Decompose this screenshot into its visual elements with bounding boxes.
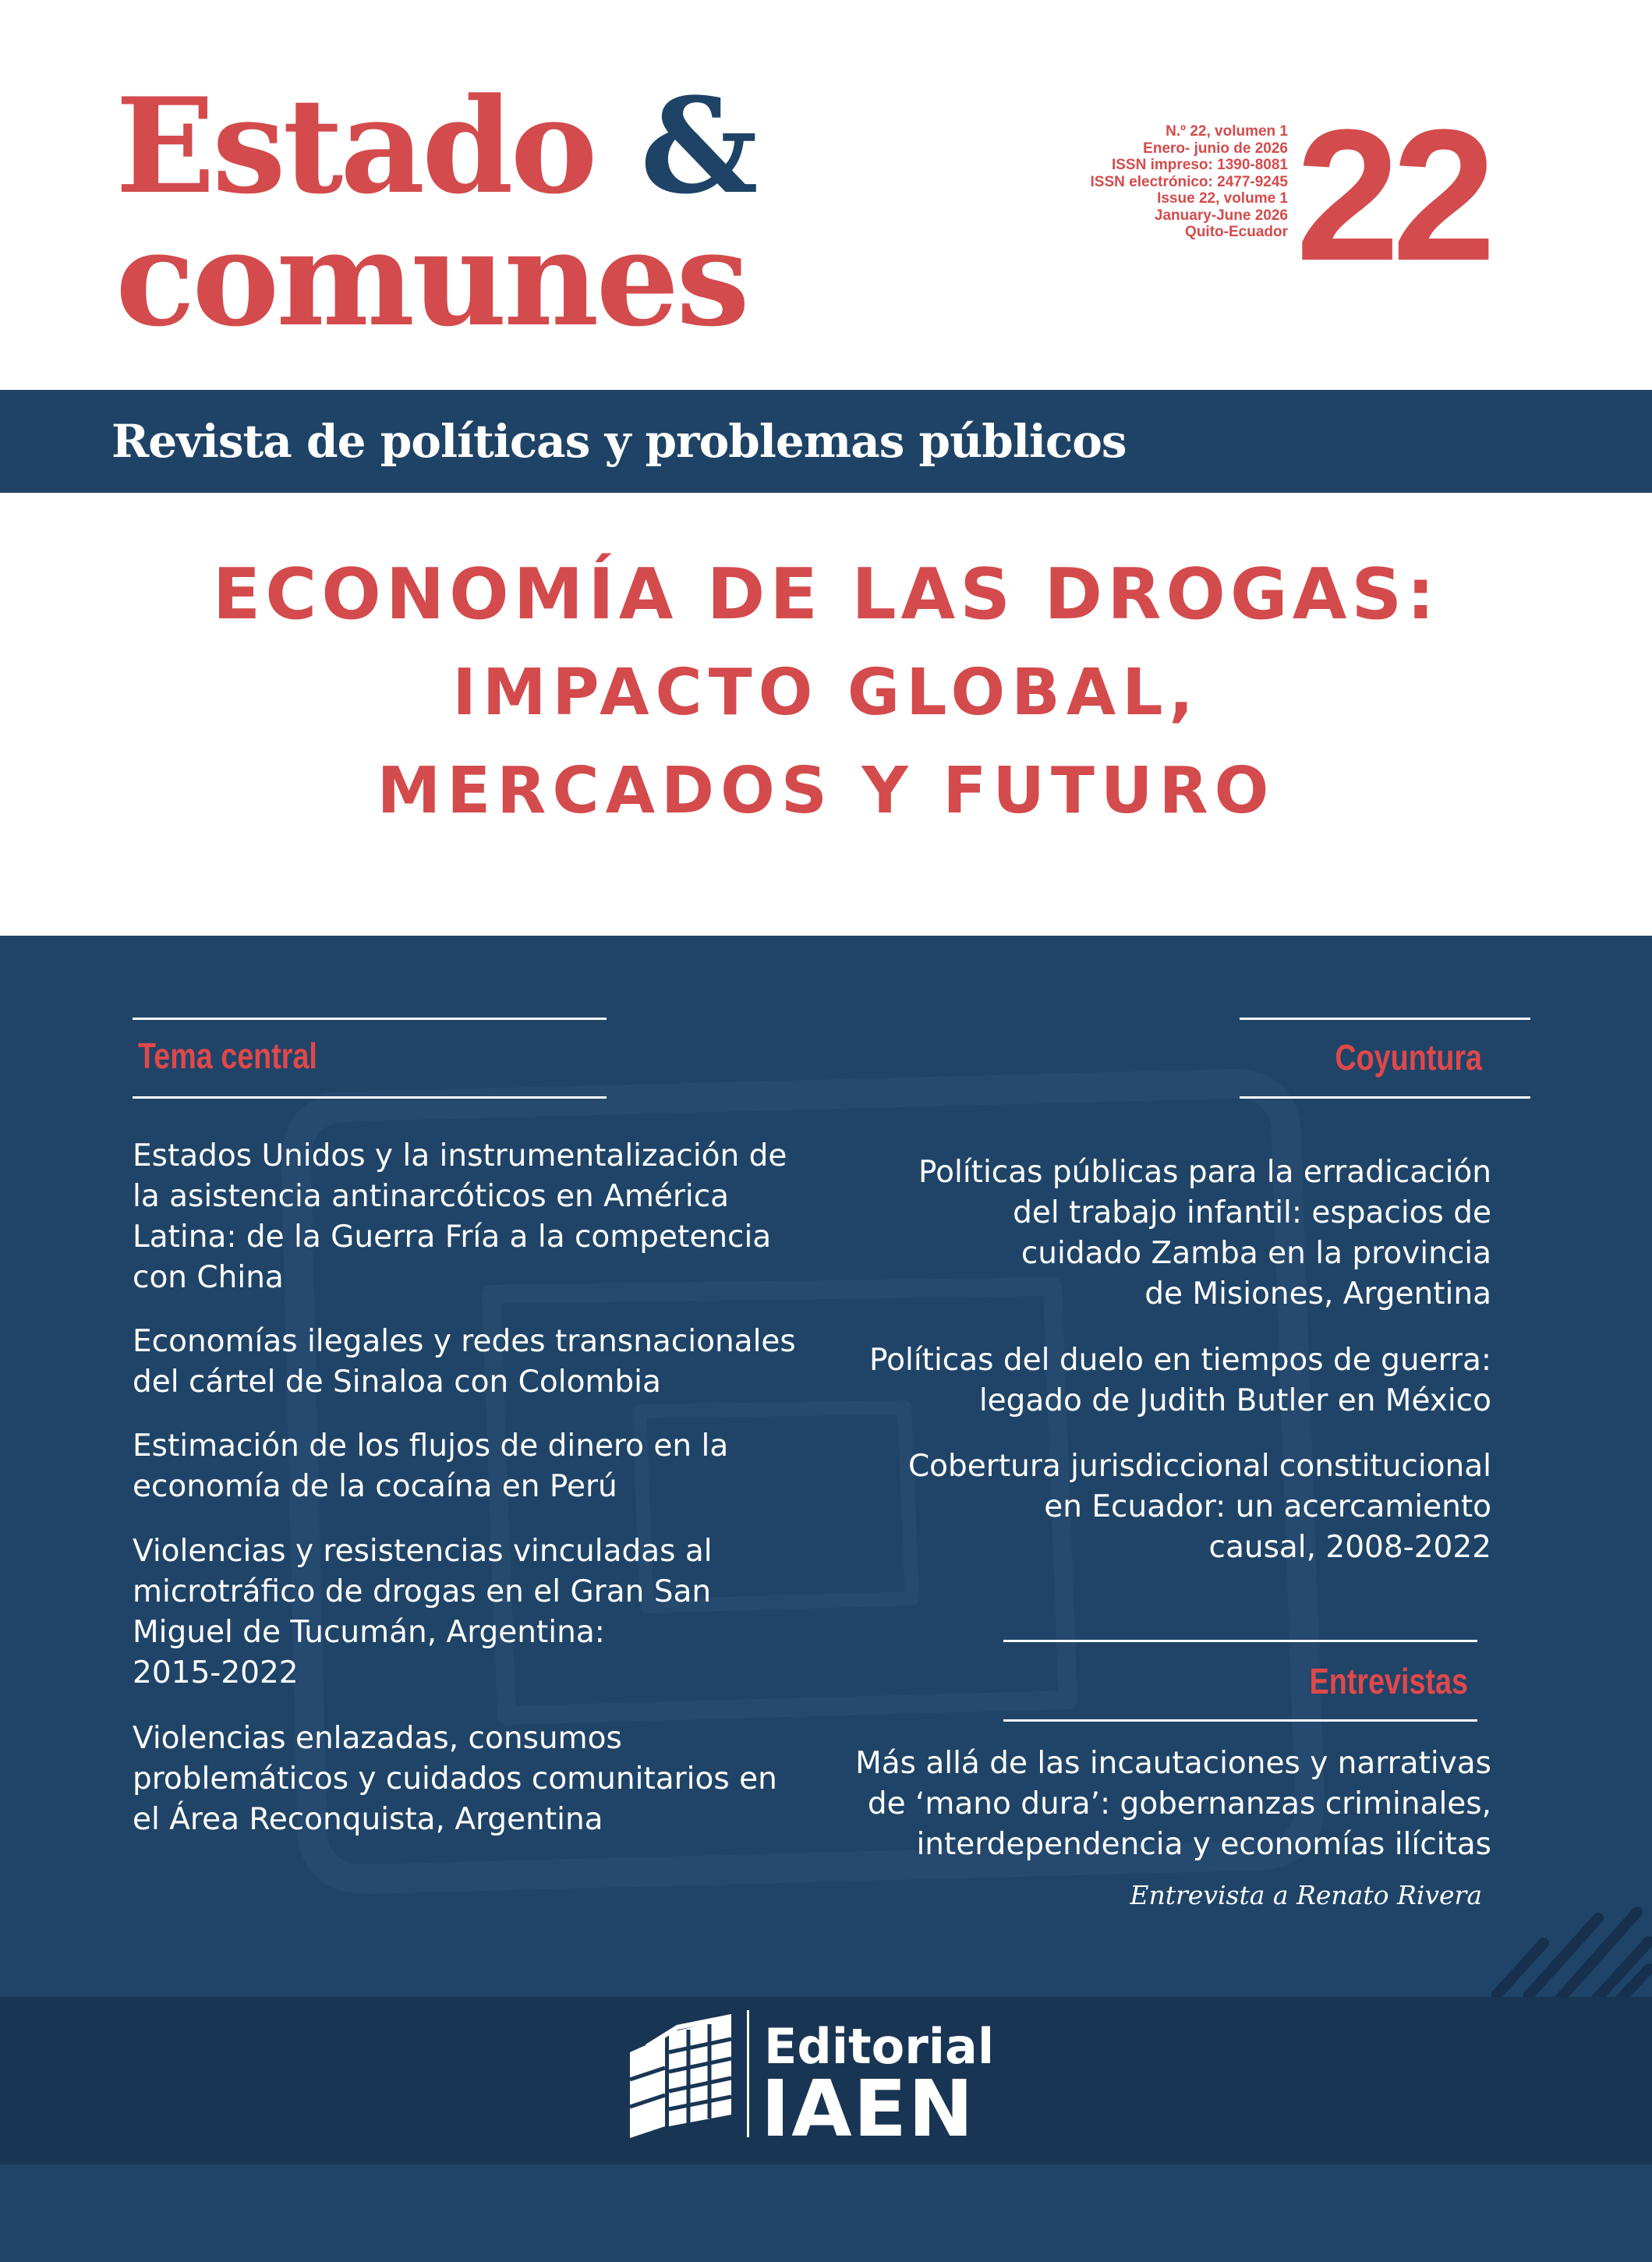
issue-meta-line: January-June 2026 — [1154, 207, 1288, 224]
masthead-line-1 — [115, 69, 759, 223]
issue-meta-line: ISSN electrónico: 2477-9245 — [1090, 173, 1288, 190]
section-rule — [1003, 1719, 1477, 1722]
footer-strip — [0, 2165, 1652, 2262]
issue-meta-line: Quito-Ecuador — [1185, 224, 1288, 240]
section-rule — [133, 1096, 607, 1099]
theme-title-line: MERCADOS Y FUTURO — [377, 754, 1275, 828]
issue-theme-title — [0, 546, 1652, 841]
journal-subtitle: Revista de políticas y problemas públicos — [111, 415, 1127, 468]
theme-title-line: ECONOMÍA DE LAS DROGAS: — [212, 554, 1440, 635]
article-entry: Estimación de los flujos de dinero en la economía de la cocaína en Perú — [133, 1428, 729, 1504]
issue-meta-line: Enero- junio de 2026 — [1143, 140, 1288, 157]
decorative-slashes — [1481, 1903, 1652, 2012]
section-label-tema-central: Tema central — [138, 1035, 317, 1076]
issue-meta-line: Issue 22, volume 1 — [1157, 190, 1288, 207]
issue-meta-line: N.º 22, volumen 1 — [1166, 123, 1288, 140]
section-label-coyuntura: Coyuntura — [1335, 1037, 1482, 1078]
theme-title-line: IMPACTO GLOBAL, — [452, 656, 1200, 730]
section-label-entrevistas: Entrevistas — [1309, 1661, 1468, 1701]
publisher-name: Editorial — [764, 2018, 995, 2075]
article-entry: Políticas públicas para la erradicación del trabajo infantil: espacios de cuidado Zamba en la provincia de Misiones, Argentina — [918, 1155, 1491, 1312]
issue-number: 22 — [1296, 90, 1488, 299]
article-entry: Más allá de las incautaciones y narrativas de ‘mano dura’: gobernanzas criminales, interdependencia y economías ilícitas — [855, 1746, 1491, 1862]
section-rule — [1003, 1640, 1477, 1642]
masthead-word-estado: Estado — [115, 69, 595, 223]
section-rule — [133, 1018, 607, 1020]
issue-metadata — [1054, 123, 1288, 241]
article-entry: Cobertura jurisdiccional constitucional en Ecuador: un acercamiento causal, 2008-2022 — [907, 1449, 1491, 1565]
publisher-org: IAEN — [761, 2063, 975, 2154]
subtitle-band — [0, 390, 1652, 493]
open-book-icon — [622, 2009, 739, 2142]
masthead-word-comunes: comunes — [115, 201, 747, 356]
logo-divider — [747, 2010, 749, 2137]
article-entry: Políticas del duelo en tiempos de guerra: legado de Judith Butler en México — [869, 1343, 1491, 1418]
section-rule — [1240, 1018, 1530, 1020]
section-rule — [1240, 1096, 1530, 1099]
article-entry: Violencias y resistencias vinculadas al microtráfico de drogas en el Gran San Miguel de Tucumán, Argentina: 2015-2022 — [133, 1534, 713, 1690]
masthead-ampersand: & — [640, 69, 759, 223]
article-entry: Estados Unidos y la instrumentalización de la asistencia antinarcóticos en América Latina: de la Guerra Fría a la competencia con China — [133, 1138, 787, 1295]
issue-meta-line: ISSN impreso: 1390-8081 — [1111, 157, 1288, 173]
interview-credit: Entrevista a Renato Rivera — [1130, 1880, 1482, 1910]
article-entry: Economías ilegales y redes transnacionales del cártel de Sinaloa con Colombia — [133, 1324, 796, 1400]
article-entry: Violencias enlazadas, consumos problemáticos y cuidados comunitarios en el Área Reconquista, Argentina — [133, 1721, 777, 1837]
